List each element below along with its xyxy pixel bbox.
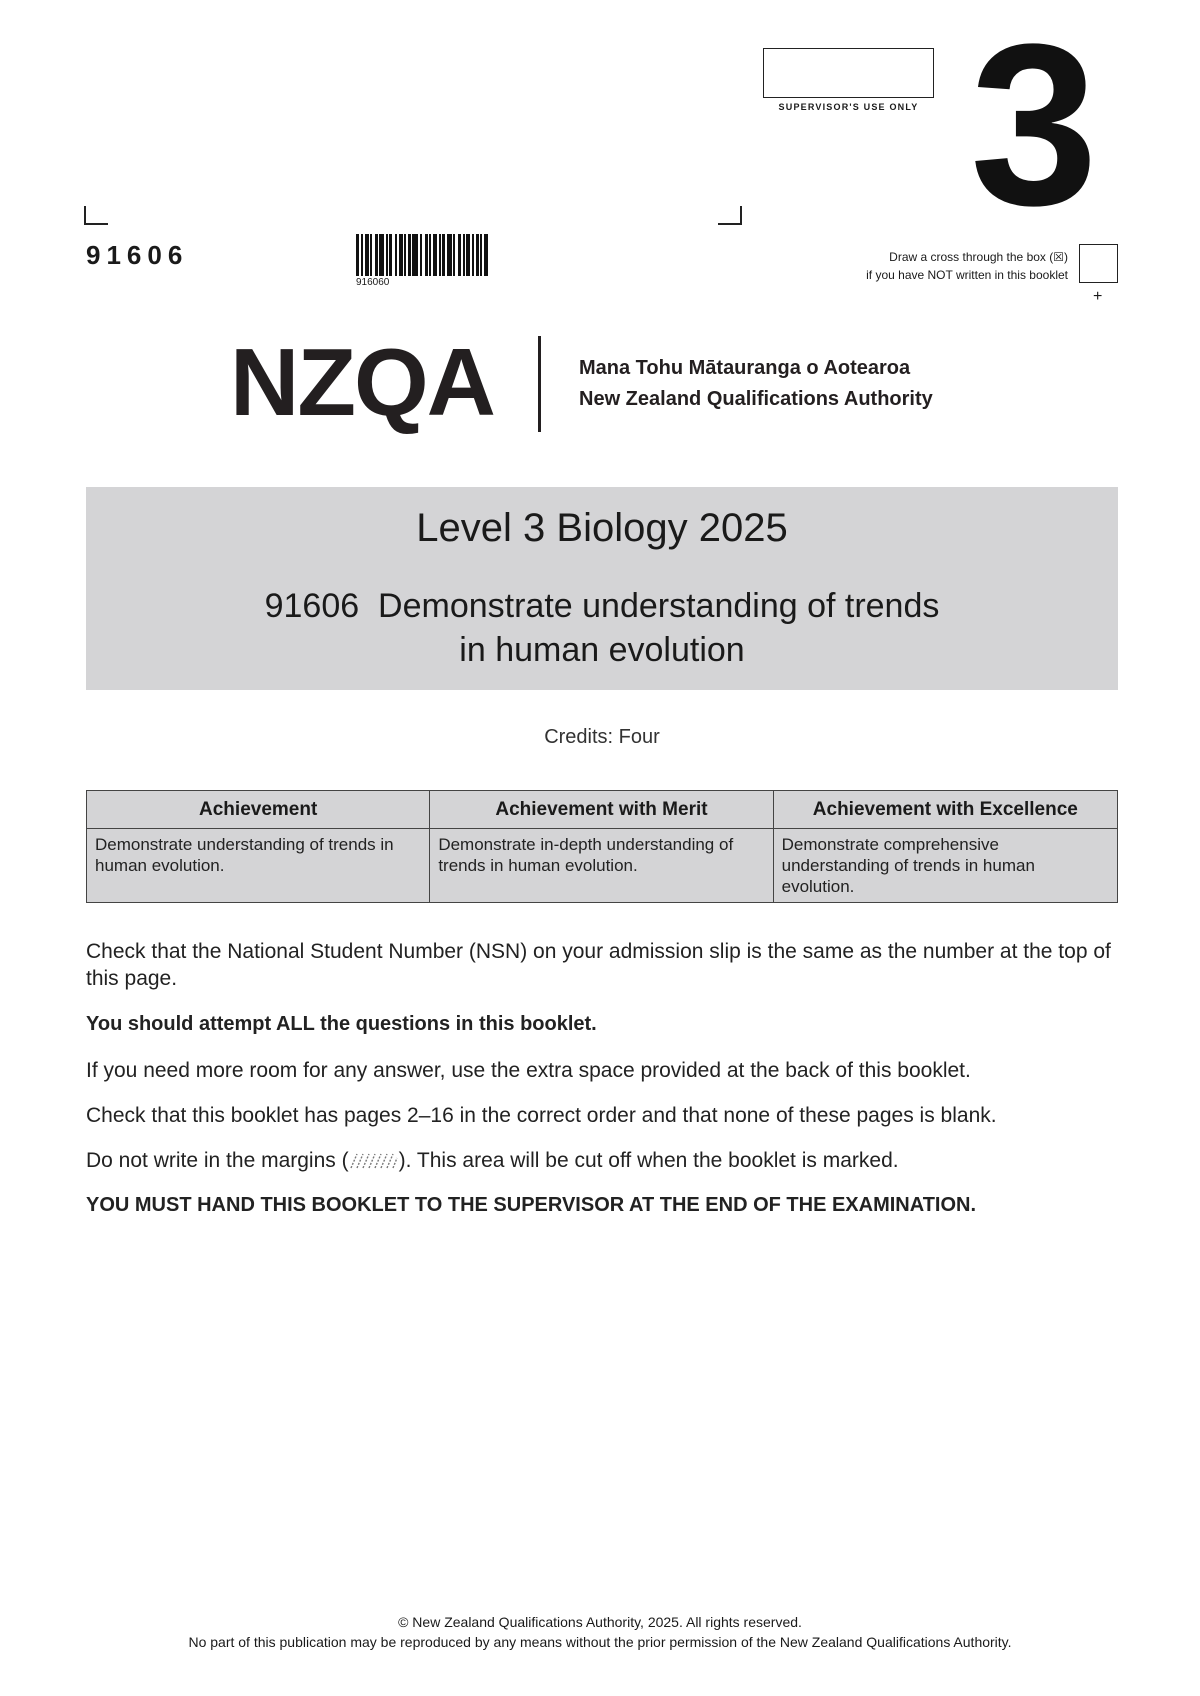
not-written-checkbox[interactable] (1079, 244, 1118, 283)
crop-mark-right (718, 206, 742, 225)
level-number: 3 (970, 0, 1098, 253)
logo-divider (538, 336, 541, 432)
barcode-number: 916060 (356, 277, 390, 288)
extra-space-instruction: If you need more room for any answer, use the extra space provided at the back of this booklet. (86, 1059, 971, 1082)
header-achievement: Achievement (87, 791, 430, 829)
header-merit: Achievement with Merit (430, 791, 773, 829)
standard-title-line1: 91606 Demonstrate understanding of trends (264, 587, 940, 625)
permission-notice: No part of this publication may be reproduced by any means without the prior permission of the New Zealand Qualifications Authority. (188, 1634, 1012, 1650)
desc-achievement: Demonstrate understanding of trends in human evolution. (87, 829, 430, 903)
page-title: Level 3 Biology 2025 (416, 506, 788, 550)
nsn-check-instruction: Check that the National Student Number (NSN) on your admission slip is the same as the number at the top of this page. (86, 940, 1111, 990)
paper-code: 91606 (86, 240, 189, 270)
copyright-notice: © New Zealand Qualifications Authority, 2025. All rights reserved. (398, 1614, 802, 1630)
supervisor-use-label: SUPERVISOR'S USE ONLY (778, 102, 919, 112)
standard-title (86, 584, 1118, 672)
barcode-icon (356, 234, 512, 276)
cross-instruction-line1: Draw a cross through the box (☒) (889, 250, 1068, 264)
hatched-margin-icon (349, 1152, 399, 1170)
credits: Credits: Four (544, 726, 660, 748)
crop-mark-left (84, 206, 108, 225)
cross-instruction (866, 248, 1068, 284)
table-row (87, 829, 1118, 903)
margins-instruction (86, 1147, 1118, 1174)
desc-excellence: Demonstrate comprehensive understanding of trends in human evolution. (773, 829, 1117, 903)
desc-merit: Demonstrate in-depth understanding of trends in human evolution. (430, 829, 773, 903)
attempt-all-instruction: You should attempt ALL the questions in this booklet. (86, 1013, 597, 1035)
hand-in-instruction: YOU MUST HAND THIS BOOKLET TO THE SUPERVISOR AT THE END OF THE EXAMINATION. (86, 1194, 977, 1216)
logo-maori-name: Mana Tohu Mātauranga o Aotearoa (579, 357, 911, 379)
standard-title-line2: in human evolution (459, 631, 745, 669)
plus-mark: + (1093, 288, 1103, 305)
achievement-criteria-table (86, 790, 1118, 903)
nzqa-logo: NZQA (230, 329, 494, 436)
logo-english-name: New Zealand Qualifications Authority (579, 388, 933, 410)
margins-suffix: ). This area will be cut off when the booklet is marked. (398, 1149, 899, 1172)
supervisor-use-box (763, 48, 934, 98)
margins-prefix: Do not write in the margins ( (86, 1149, 349, 1172)
cross-instruction-line2: if you have NOT written in this booklet (866, 268, 1068, 282)
table-header-row (87, 791, 1118, 829)
pages-check-instruction: Check that this booklet has pages 2–16 in the correct order and that none of these pages is blank. (86, 1104, 997, 1127)
header-excellence: Achievement with Excellence (773, 791, 1117, 829)
